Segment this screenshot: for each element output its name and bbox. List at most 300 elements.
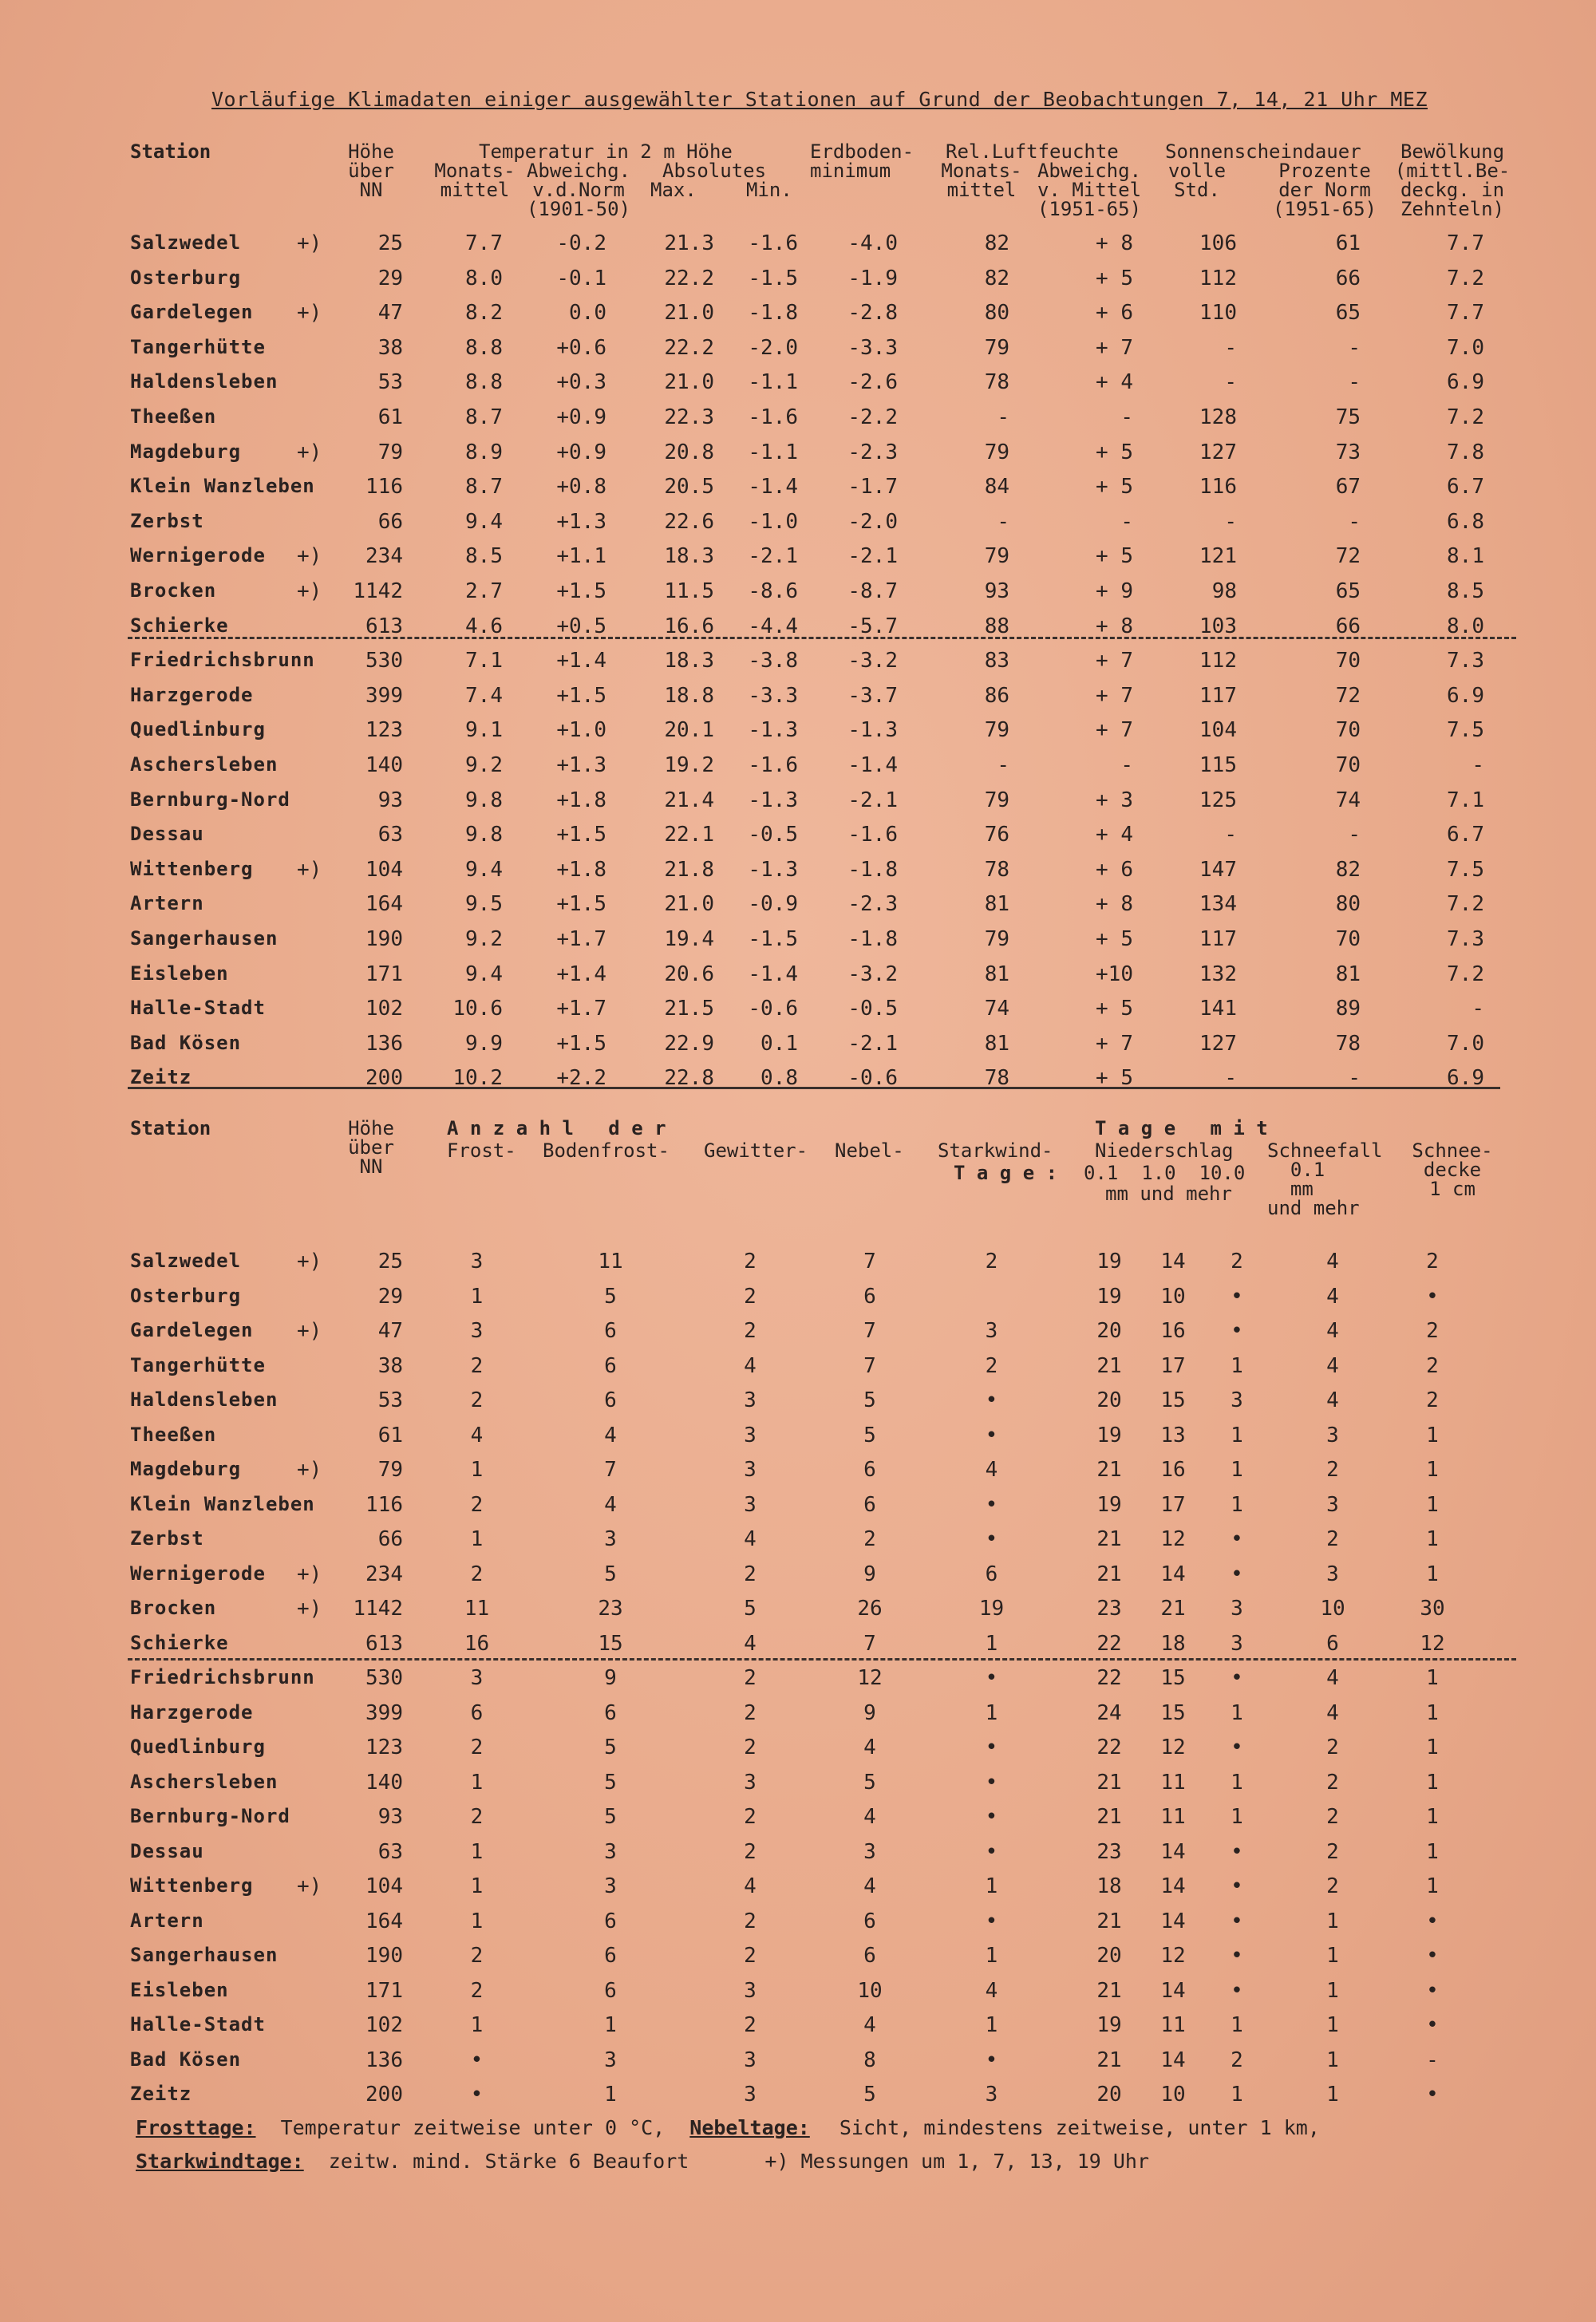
t2-cell-sd: 1 xyxy=(1426,1839,1439,1864)
t2-row xyxy=(0,1597,1596,1629)
station-name: Haldensleben xyxy=(130,1388,279,1411)
t2-cell-sf: 2 xyxy=(1326,1527,1339,1551)
measurement-mark: +) xyxy=(297,1562,322,1586)
t2-cell-gew: 2 xyxy=(744,2013,757,2037)
t2-cell-stw: 1 xyxy=(985,1631,998,1656)
t2-cell-frost: 1 xyxy=(470,1839,484,1864)
t1-cell-min: 0.8 xyxy=(760,1066,798,1091)
t1-cell-bew: 7.2 xyxy=(1447,266,1484,290)
t1-cell-bew: 7.3 xyxy=(1447,649,1484,673)
t1-cell-rf: 79 xyxy=(984,544,1009,569)
t1-cell-hoehe: 140 xyxy=(365,753,403,777)
t1-row xyxy=(0,336,1596,368)
t1-row xyxy=(0,753,1596,785)
t2-cell-sd: 1 xyxy=(1426,1458,1439,1482)
measurement-mark: +) xyxy=(297,440,322,464)
t2-cell-n01: 23 xyxy=(1096,1839,1122,1864)
t1-cell-max: 16.6 xyxy=(664,614,714,638)
t1-cell-proz: 66 xyxy=(1335,266,1361,290)
t1-cell-std: 112 xyxy=(1199,649,1237,673)
t2-cell-sf: 4 xyxy=(1326,1250,1339,1274)
t1-header-sonne-proz: Prozente der Norm (1951-65) xyxy=(1272,160,1377,220)
t1-cell-min: -1.4 xyxy=(748,962,798,986)
t1-cell-proz: 70 xyxy=(1335,649,1361,673)
t1-header-temp-mittel: Monats- mittel xyxy=(434,160,516,201)
t2-cell-gew: 2 xyxy=(744,1805,757,1829)
t1-cell-proz: 75 xyxy=(1335,405,1361,429)
t2-cell-stw: • xyxy=(985,1909,998,1933)
t2-cell-sd: • xyxy=(1426,2013,1439,2037)
t1-cell-bew: 7.1 xyxy=(1447,788,1484,812)
t1-row xyxy=(0,1032,1596,1064)
station-name: Friedrichsbrunn xyxy=(130,1666,315,1688)
t2-cell-n10: 14 xyxy=(1160,1978,1186,2003)
t1-cell-proz: 70 xyxy=(1335,753,1361,777)
t1-cell-min: -0.5 xyxy=(748,823,798,847)
t1-cell-proz: - xyxy=(1348,1066,1361,1091)
t1-cell-erd: -1.7 xyxy=(847,475,898,500)
t2-cell-n01: 22 xyxy=(1096,1736,1122,1759)
t2-cell-stw: 1 xyxy=(985,2013,998,2037)
t1-cell-mittel: 8.5 xyxy=(465,544,503,569)
station-name: Friedrichsbrunn xyxy=(130,649,315,672)
t1-cell-abw: +1.7 xyxy=(556,997,606,1021)
t1-cell-rfabw: + 7 xyxy=(1096,718,1133,743)
t2-cell-bfrost: 23 xyxy=(598,1597,623,1621)
t1-cell-max: 20.6 xyxy=(664,962,714,986)
t2-row xyxy=(0,1527,1596,1559)
t2-cell-stw: • xyxy=(985,1527,998,1551)
t1-cell-std: 98 xyxy=(1211,579,1237,603)
t2-cell-n100: 2 xyxy=(1231,2048,1243,2072)
t2-cell-gew: 3 xyxy=(744,2083,757,2107)
t2-cell-bfrost: 5 xyxy=(604,1562,617,1586)
t1-cell-erd: -1.8 xyxy=(847,927,898,951)
t2-cell-stw: 1 xyxy=(985,1874,998,1898)
t2-cell-gew: 2 xyxy=(744,1562,757,1586)
t2-cell-n01: 19 xyxy=(1096,1284,1122,1309)
t1-cell-erd: -1.4 xyxy=(847,753,898,777)
t1-cell-abw: +1.5 xyxy=(556,1031,606,1056)
t1-cell-std: - xyxy=(1224,370,1237,395)
t1-cell-abw: +1.5 xyxy=(556,579,606,603)
t2-cell-gew: 3 xyxy=(744,1492,757,1517)
t1-row xyxy=(0,510,1596,542)
t1-cell-min: -1.1 xyxy=(748,370,798,395)
t1-cell-bew: 6.9 xyxy=(1447,1066,1484,1091)
t1-cell-rf: 81 xyxy=(984,1031,1009,1056)
t2-cell-stw: 1 xyxy=(985,1700,998,1725)
t1-row xyxy=(0,892,1596,924)
t1-cell-std: 117 xyxy=(1199,927,1237,951)
t2-cell-sf: 4 xyxy=(1326,1666,1339,1690)
t2-row xyxy=(0,1493,1596,1525)
t1-cell-bew: 8.1 xyxy=(1447,544,1484,569)
t2-cell-hoehe: 61 xyxy=(377,1423,403,1447)
t2-cell-neb: 12 xyxy=(857,1666,883,1690)
t2-cell-n01: 22 xyxy=(1096,1666,1122,1690)
footnote-nebeltage-text: Sicht, mindestens zeitweise, unter 1 km, xyxy=(839,2116,1320,2139)
t2-cell-sf: 2 xyxy=(1326,1839,1339,1864)
station-name: Gardelegen xyxy=(130,301,254,324)
t2-cell-sd: 1 xyxy=(1426,1700,1439,1725)
station-name: Zerbst xyxy=(130,509,204,532)
t2-cell-gew: 2 xyxy=(744,1319,757,1343)
t1-cell-proz: 72 xyxy=(1335,544,1361,569)
t2-cell-sd: 1 xyxy=(1426,1527,1439,1551)
t1-row xyxy=(0,231,1596,263)
t1-cell-hoehe: 200 xyxy=(365,1066,403,1091)
station-name: Magdeburg xyxy=(130,440,242,463)
t2-cell-frost: • xyxy=(470,2048,484,2072)
t2-header-frost: Frost- xyxy=(447,1139,516,1162)
t2-cell-frost: 1 xyxy=(470,1874,484,1898)
t2-cell-stw: • xyxy=(985,1666,998,1690)
t1-cell-bew: 7.0 xyxy=(1447,1031,1484,1056)
t1-cell-mittel: 9.4 xyxy=(465,962,503,986)
t1-cell-max: 18.3 xyxy=(664,649,714,673)
t1-row xyxy=(0,962,1596,994)
t2-cell-sf: 1 xyxy=(1326,2083,1339,2107)
station-name: Magdeburg xyxy=(130,1458,242,1480)
t1-header-abs-group: Absolutes xyxy=(662,160,767,182)
t1-cell-std: 103 xyxy=(1199,614,1237,638)
t1-cell-mittel: 9.2 xyxy=(465,753,503,777)
t1-cell-bew: 6.7 xyxy=(1447,475,1484,500)
t1-cell-hoehe: 399 xyxy=(365,683,403,708)
t2-cell-bfrost: 3 xyxy=(604,1839,617,1864)
station-name: Osterburg xyxy=(130,1284,242,1307)
t2-cell-sd: 2 xyxy=(1426,1353,1439,1378)
t1-cell-rfabw: + 5 xyxy=(1096,440,1133,464)
t1-cell-abw: +1.5 xyxy=(556,823,606,847)
t2-cell-neb: 6 xyxy=(863,1458,876,1482)
station-name: Eisleben xyxy=(130,962,229,985)
t1-row xyxy=(0,405,1596,437)
measurement-mark: +) xyxy=(297,1319,322,1343)
station-name: Bad Kösen xyxy=(130,2048,242,2071)
t2-row xyxy=(0,1250,1596,1281)
t2-cell-gew: 2 xyxy=(744,1736,757,1759)
t1-cell-min: -4.4 xyxy=(748,614,798,638)
t1-cell-max: 21.0 xyxy=(664,370,714,395)
t1-cell-proz: - xyxy=(1348,509,1361,534)
t2-cell-sd: 1 xyxy=(1426,1423,1439,1447)
t2-cell-bfrost: 1 xyxy=(604,2013,617,2037)
t1-cell-abw: -0.2 xyxy=(556,231,606,255)
station-name: Brocken xyxy=(130,579,217,602)
t1-cell-bew: 7.2 xyxy=(1447,892,1484,917)
t1-header-feuchte-group: Rel.Luftfeuchte xyxy=(946,140,1119,163)
station-name: Aschersleben xyxy=(130,753,279,776)
t2-cell-bfrost: 3 xyxy=(604,1527,617,1551)
station-name: Harzgerode xyxy=(130,683,254,706)
t2-cell-hoehe: 613 xyxy=(365,1631,403,1656)
t2-cell-sf: 1 xyxy=(1326,1978,1339,2003)
t1-cell-min: -1.3 xyxy=(748,718,798,743)
t2-cell-n01: 21 xyxy=(1096,2048,1122,2072)
t2-cell-gew: 2 xyxy=(744,1839,757,1864)
station-name: Quedlinburg xyxy=(130,1736,266,1758)
station-name: Sangerhausen xyxy=(130,1944,279,1966)
t2-cell-sf: 1 xyxy=(1326,2048,1339,2072)
measurement-mark: +) xyxy=(297,857,322,882)
t1-cell-rfabw: +10 xyxy=(1096,962,1133,986)
t2-cell-gew: 4 xyxy=(744,1353,757,1378)
t1-cell-erd: -4.0 xyxy=(847,231,898,255)
t2-cell-n01: 21 xyxy=(1096,1909,1122,1933)
t1-header-sonne-std: volle Std. xyxy=(1167,160,1227,201)
t2-cell-stw: 6 xyxy=(985,1562,998,1586)
station-name: Schierke xyxy=(130,614,229,637)
t1-cell-abw: +1.5 xyxy=(556,892,606,917)
t2-cell-n100: 3 xyxy=(1231,1388,1243,1412)
t1-cell-abw: +0.9 xyxy=(556,405,606,429)
t2-cell-hoehe: 53 xyxy=(377,1388,403,1412)
t2-cell-sd: 1 xyxy=(1426,1770,1439,1795)
t1-cell-hoehe: 102 xyxy=(365,997,403,1021)
measurement-mark: +) xyxy=(297,1458,322,1482)
t2-cell-bfrost: 6 xyxy=(604,1319,617,1343)
t2-cell-frost: 2 xyxy=(470,1492,484,1517)
t2-cell-sf: 2 xyxy=(1326,1458,1339,1482)
t2-cell-n01: 22 xyxy=(1096,1631,1122,1656)
t1-cell-rf: 78 xyxy=(984,370,1009,395)
t2-cell-n10: 10 xyxy=(1160,2083,1186,2107)
t1-cell-max: 22.3 xyxy=(664,405,714,429)
t2-cell-n01: 21 xyxy=(1096,1562,1122,1586)
t2-cell-frost: 2 xyxy=(470,1944,484,1968)
t2-cell-hoehe: 171 xyxy=(365,1978,403,2003)
t2-cell-bfrost: 4 xyxy=(604,1492,617,1517)
station-name: Dessau xyxy=(130,823,204,846)
t1-cell-std: - xyxy=(1224,1066,1237,1091)
t1-cell-min: -1.3 xyxy=(748,857,798,882)
t1-cell-rf: 79 xyxy=(984,718,1009,743)
t2-cell-n10: 15 xyxy=(1160,1700,1186,1725)
t2-header-bodenfrost: Bodenfrost- xyxy=(543,1139,670,1162)
t2-header-schneedecke: Schnee- decke 1 cm xyxy=(1412,1139,1493,1200)
t1-cell-proz: 67 xyxy=(1335,475,1361,500)
t2-cell-stw: • xyxy=(985,1770,998,1795)
t1-cell-bew: - xyxy=(1472,997,1484,1021)
t1-cell-rf: - xyxy=(997,753,1009,777)
t1-row xyxy=(0,370,1596,402)
t1-header-feuchte-abw: Abweichg. v. Mittel (1951-65) xyxy=(1037,160,1142,220)
t2-cell-frost: 3 xyxy=(470,1319,484,1343)
t2-cell-n01: 21 xyxy=(1096,1353,1122,1378)
t2-cell-n10: 12 xyxy=(1160,1527,1186,1551)
t1-cell-min: -3.8 xyxy=(748,649,798,673)
t2-cell-n100: • xyxy=(1231,1839,1243,1864)
t2-header-ns-cols: 0.1 1.0 10.0 xyxy=(1084,1162,1246,1184)
t2-cell-n10: 10 xyxy=(1160,1284,1186,1309)
t1-cell-rfabw: + 5 xyxy=(1096,544,1133,569)
station-name: Theeßen xyxy=(130,405,217,428)
t2-cell-bfrost: 6 xyxy=(604,1700,617,1725)
t1-cell-mittel: 9.5 xyxy=(465,892,503,917)
t1-cell-max: 21.5 xyxy=(664,997,714,1021)
t2-cell-gew: 3 xyxy=(744,1388,757,1412)
t1-cell-max: 18.8 xyxy=(664,683,714,708)
t1-row xyxy=(0,267,1596,298)
t2-cell-n10: 12 xyxy=(1160,1944,1186,1968)
t2-cell-n10: 17 xyxy=(1160,1492,1186,1517)
t2-cell-n100: 1 xyxy=(1231,1805,1243,1829)
t1-cell-proz: 80 xyxy=(1335,892,1361,917)
t2-cell-n10: 14 xyxy=(1160,2048,1186,2072)
t1-header-station: Station xyxy=(130,140,211,163)
t1-cell-erd: -2.3 xyxy=(847,892,898,917)
t2-cell-stw: 3 xyxy=(985,1319,998,1343)
t2-cell-hoehe: 136 xyxy=(365,2048,403,2072)
t1-cell-erd: -0.6 xyxy=(847,1066,898,1091)
t1-row xyxy=(0,301,1596,333)
t1-cell-max: 20.1 xyxy=(664,718,714,743)
t2-cell-sf: 4 xyxy=(1326,1388,1339,1412)
t2-cell-n100: • xyxy=(1231,1666,1243,1690)
t2-cell-neb: 5 xyxy=(863,2083,876,2107)
station-name: Gardelegen xyxy=(130,1319,254,1341)
t2-row xyxy=(0,1562,1596,1594)
t1-cell-std: 127 xyxy=(1199,1031,1237,1056)
t2-cell-hoehe: 63 xyxy=(377,1839,403,1864)
t1-cell-rfabw: + 3 xyxy=(1096,788,1133,812)
t2-header-schneefall: Schneefall 0.1 mm und mehr xyxy=(1267,1139,1383,1219)
measurement-mark: +) xyxy=(297,1597,322,1621)
t1-cell-proz: 65 xyxy=(1335,301,1361,326)
t1-cell-min: -1.1 xyxy=(748,440,798,464)
t2-cell-n100: • xyxy=(1231,1736,1243,1759)
t2-cell-neb: 4 xyxy=(863,1805,876,1829)
t2-cell-neb: 6 xyxy=(863,1284,876,1309)
t2-cell-bfrost: 3 xyxy=(604,2048,617,2072)
t1-cell-hoehe: 47 xyxy=(377,301,403,326)
t1-cell-abw: +1.8 xyxy=(556,857,606,882)
t1-cell-erd: -2.2 xyxy=(847,405,898,429)
t1-header-erdboden: Erdboden- minimum xyxy=(810,140,915,182)
t2-cell-bfrost: 3 xyxy=(604,1874,617,1898)
t2-cell-n10: 14 xyxy=(1160,1562,1186,1586)
t1-cell-min: 0.1 xyxy=(760,1031,798,1056)
t2-cell-n10: 15 xyxy=(1160,1388,1186,1412)
t1-cell-abw: +0.9 xyxy=(556,440,606,464)
t1-cell-proz: 72 xyxy=(1335,683,1361,708)
t1-cell-max: 19.4 xyxy=(664,927,714,951)
t1-header-bewoelkung: Bewölkung (mittl.Be- deckg. in Zehnteln) xyxy=(1394,140,1511,220)
t2-row xyxy=(0,1944,1596,1976)
measurement-mark: +) xyxy=(297,1874,322,1898)
t1-cell-erd: -0.5 xyxy=(847,997,898,1021)
t2-cell-n10: 17 xyxy=(1160,1353,1186,1378)
t1-cell-hoehe: 61 xyxy=(377,405,403,429)
station-name: Quedlinburg xyxy=(130,718,266,741)
t1-cell-proz: 81 xyxy=(1335,962,1361,986)
t2-cell-sf: 2 xyxy=(1326,1736,1339,1759)
t2-row xyxy=(0,1701,1596,1733)
t1-cell-abw: +0.6 xyxy=(556,335,606,360)
t1-cell-rfabw: + 8 xyxy=(1096,892,1133,917)
t2-cell-bfrost: 6 xyxy=(604,1353,617,1378)
station-name: Wittenberg xyxy=(130,1874,254,1897)
t2-cell-neb: 5 xyxy=(863,1388,876,1412)
t2-cell-sd: 2 xyxy=(1426,1388,1439,1412)
t2-cell-sf: 4 xyxy=(1326,1700,1339,1725)
station-name: Zeitz xyxy=(130,1066,192,1089)
t2-cell-n01: 19 xyxy=(1096,2013,1122,2037)
measurement-mark: +) xyxy=(297,1250,322,1274)
t2-cell-n100: 2 xyxy=(1231,1250,1243,1274)
t1-cell-rf: 78 xyxy=(984,1066,1009,1091)
t1-cell-hoehe: 190 xyxy=(365,927,403,951)
t1-cell-mittel: 9.8 xyxy=(465,788,503,812)
t2-cell-n10: 11 xyxy=(1160,1805,1186,1829)
t1-cell-bew: 6.9 xyxy=(1447,370,1484,395)
t1-cell-bew: 7.5 xyxy=(1447,718,1484,743)
t1-cell-mittel: 8.8 xyxy=(465,335,503,360)
t2-cell-sd: 12 xyxy=(1420,1631,1445,1656)
t1-header-abs-min: Min. xyxy=(746,179,792,201)
t1-cell-max: 11.5 xyxy=(664,579,714,603)
t2-cell-n10: 16 xyxy=(1160,1458,1186,1482)
t2-header-tage: T a g e : xyxy=(954,1162,1058,1184)
t1-cell-erd: -1.9 xyxy=(847,266,898,290)
t2-row xyxy=(0,1979,1596,2011)
measurement-mark: +) xyxy=(297,544,322,569)
t2-cell-hoehe: 530 xyxy=(365,1666,403,1690)
t1-cell-erd: -3.2 xyxy=(847,962,898,986)
t2-cell-bfrost: 5 xyxy=(604,1805,617,1829)
station-name: Bernburg-Nord xyxy=(130,1805,290,1827)
t2-cell-sd: - xyxy=(1426,2048,1439,2072)
t1-cell-abw: -0.1 xyxy=(556,266,606,290)
t2-cell-n100: • xyxy=(1231,1978,1243,2003)
t1-cell-erd: -1.6 xyxy=(847,823,898,847)
t1-cell-erd: -1.3 xyxy=(847,718,898,743)
t2-cell-bfrost: 5 xyxy=(604,1736,617,1759)
t2-header-station: Station xyxy=(130,1117,211,1139)
t1-cell-bew: 8.5 xyxy=(1447,579,1484,603)
t1-cell-hoehe: 38 xyxy=(377,335,403,360)
t1-cell-rf: 81 xyxy=(984,892,1009,917)
t1-cell-abw: +1.0 xyxy=(556,718,606,743)
t2-cell-sd: • xyxy=(1426,1909,1439,1933)
t2-cell-hoehe: 25 xyxy=(377,1250,403,1274)
t1-cell-rf: 82 xyxy=(984,231,1009,255)
t1-cell-rf: 88 xyxy=(984,614,1009,638)
t2-cell-hoehe: 66 xyxy=(377,1527,403,1551)
t2-cell-n10: 21 xyxy=(1160,1597,1186,1621)
t2-cell-n100: • xyxy=(1231,1944,1243,1968)
station-name: Zerbst xyxy=(130,1527,204,1550)
t1-cell-mittel: 8.7 xyxy=(465,405,503,429)
t1-cell-rfabw: + 5 xyxy=(1096,997,1133,1021)
t1-row xyxy=(0,684,1596,716)
t2-cell-neb: 10 xyxy=(857,1978,883,2003)
station-name: Bad Kösen xyxy=(130,1031,242,1054)
t1-row xyxy=(0,579,1596,611)
t1-cell-mittel: 9.4 xyxy=(465,509,503,534)
t1-cell-std: 104 xyxy=(1199,718,1237,743)
t2-cell-gew: 2 xyxy=(744,1666,757,1690)
t1-row xyxy=(0,440,1596,472)
t1-cell-std: 134 xyxy=(1199,892,1237,917)
footnote-line-2 xyxy=(136,2150,1149,2173)
t2-cell-hoehe: 102 xyxy=(365,2013,403,2037)
t1-cell-mittel: 8.2 xyxy=(465,301,503,326)
t1-cell-erd: -5.7 xyxy=(847,614,898,638)
t2-header-gewitter: Gewitter- xyxy=(704,1139,808,1162)
